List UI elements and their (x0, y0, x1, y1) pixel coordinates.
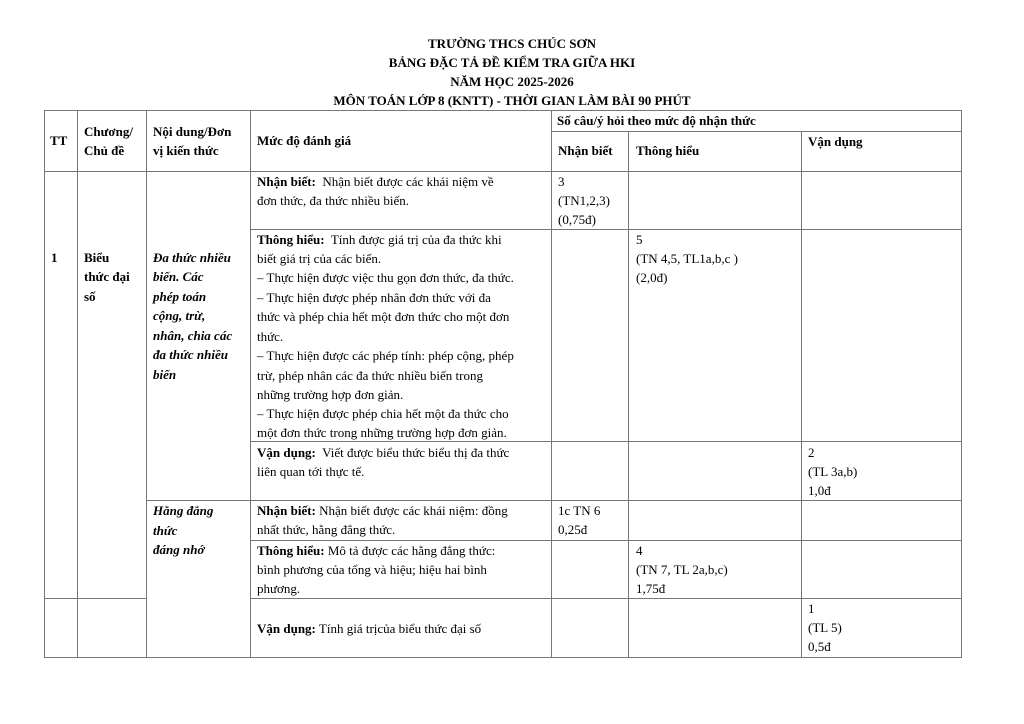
document-title: BẢNG ĐẶC TẢ ĐỀ KIỂM TRA GIỮA HKI (388, 55, 636, 70)
col-header-recognize: Nhận biết (558, 143, 613, 158)
col-header-chapter-l1: Chương/ (84, 124, 133, 139)
col-header-apply: Vận dụng (808, 134, 863, 149)
col-header-understand: Thông hiểu (636, 143, 700, 158)
col-header-chapter-l2: Chủ đề (84, 143, 125, 158)
row-number: 1 (51, 250, 58, 265)
col-header-tt: TT (50, 133, 68, 148)
col-header-content-l1: Nội dung/Đơn (153, 124, 232, 139)
subject-line: MÔN TOÁN LỚP 8 (KNTT) - THỜI GIAN LÀM BÀI 90 PHÚT (333, 93, 691, 108)
col-header-level: Mức độ đánh giá (257, 133, 352, 148)
school-year: NĂM HỌC 2025-2026 (450, 74, 574, 89)
school-name: TRƯỜNG THCS CHÚC SƠN (428, 36, 596, 51)
document-header (0, 34, 1024, 110)
col-header-content-l2: vị kiến thức (153, 143, 219, 158)
col-header-questions-group: Số câu/ý hỏi theo mức độ nhận thức (557, 113, 756, 128)
